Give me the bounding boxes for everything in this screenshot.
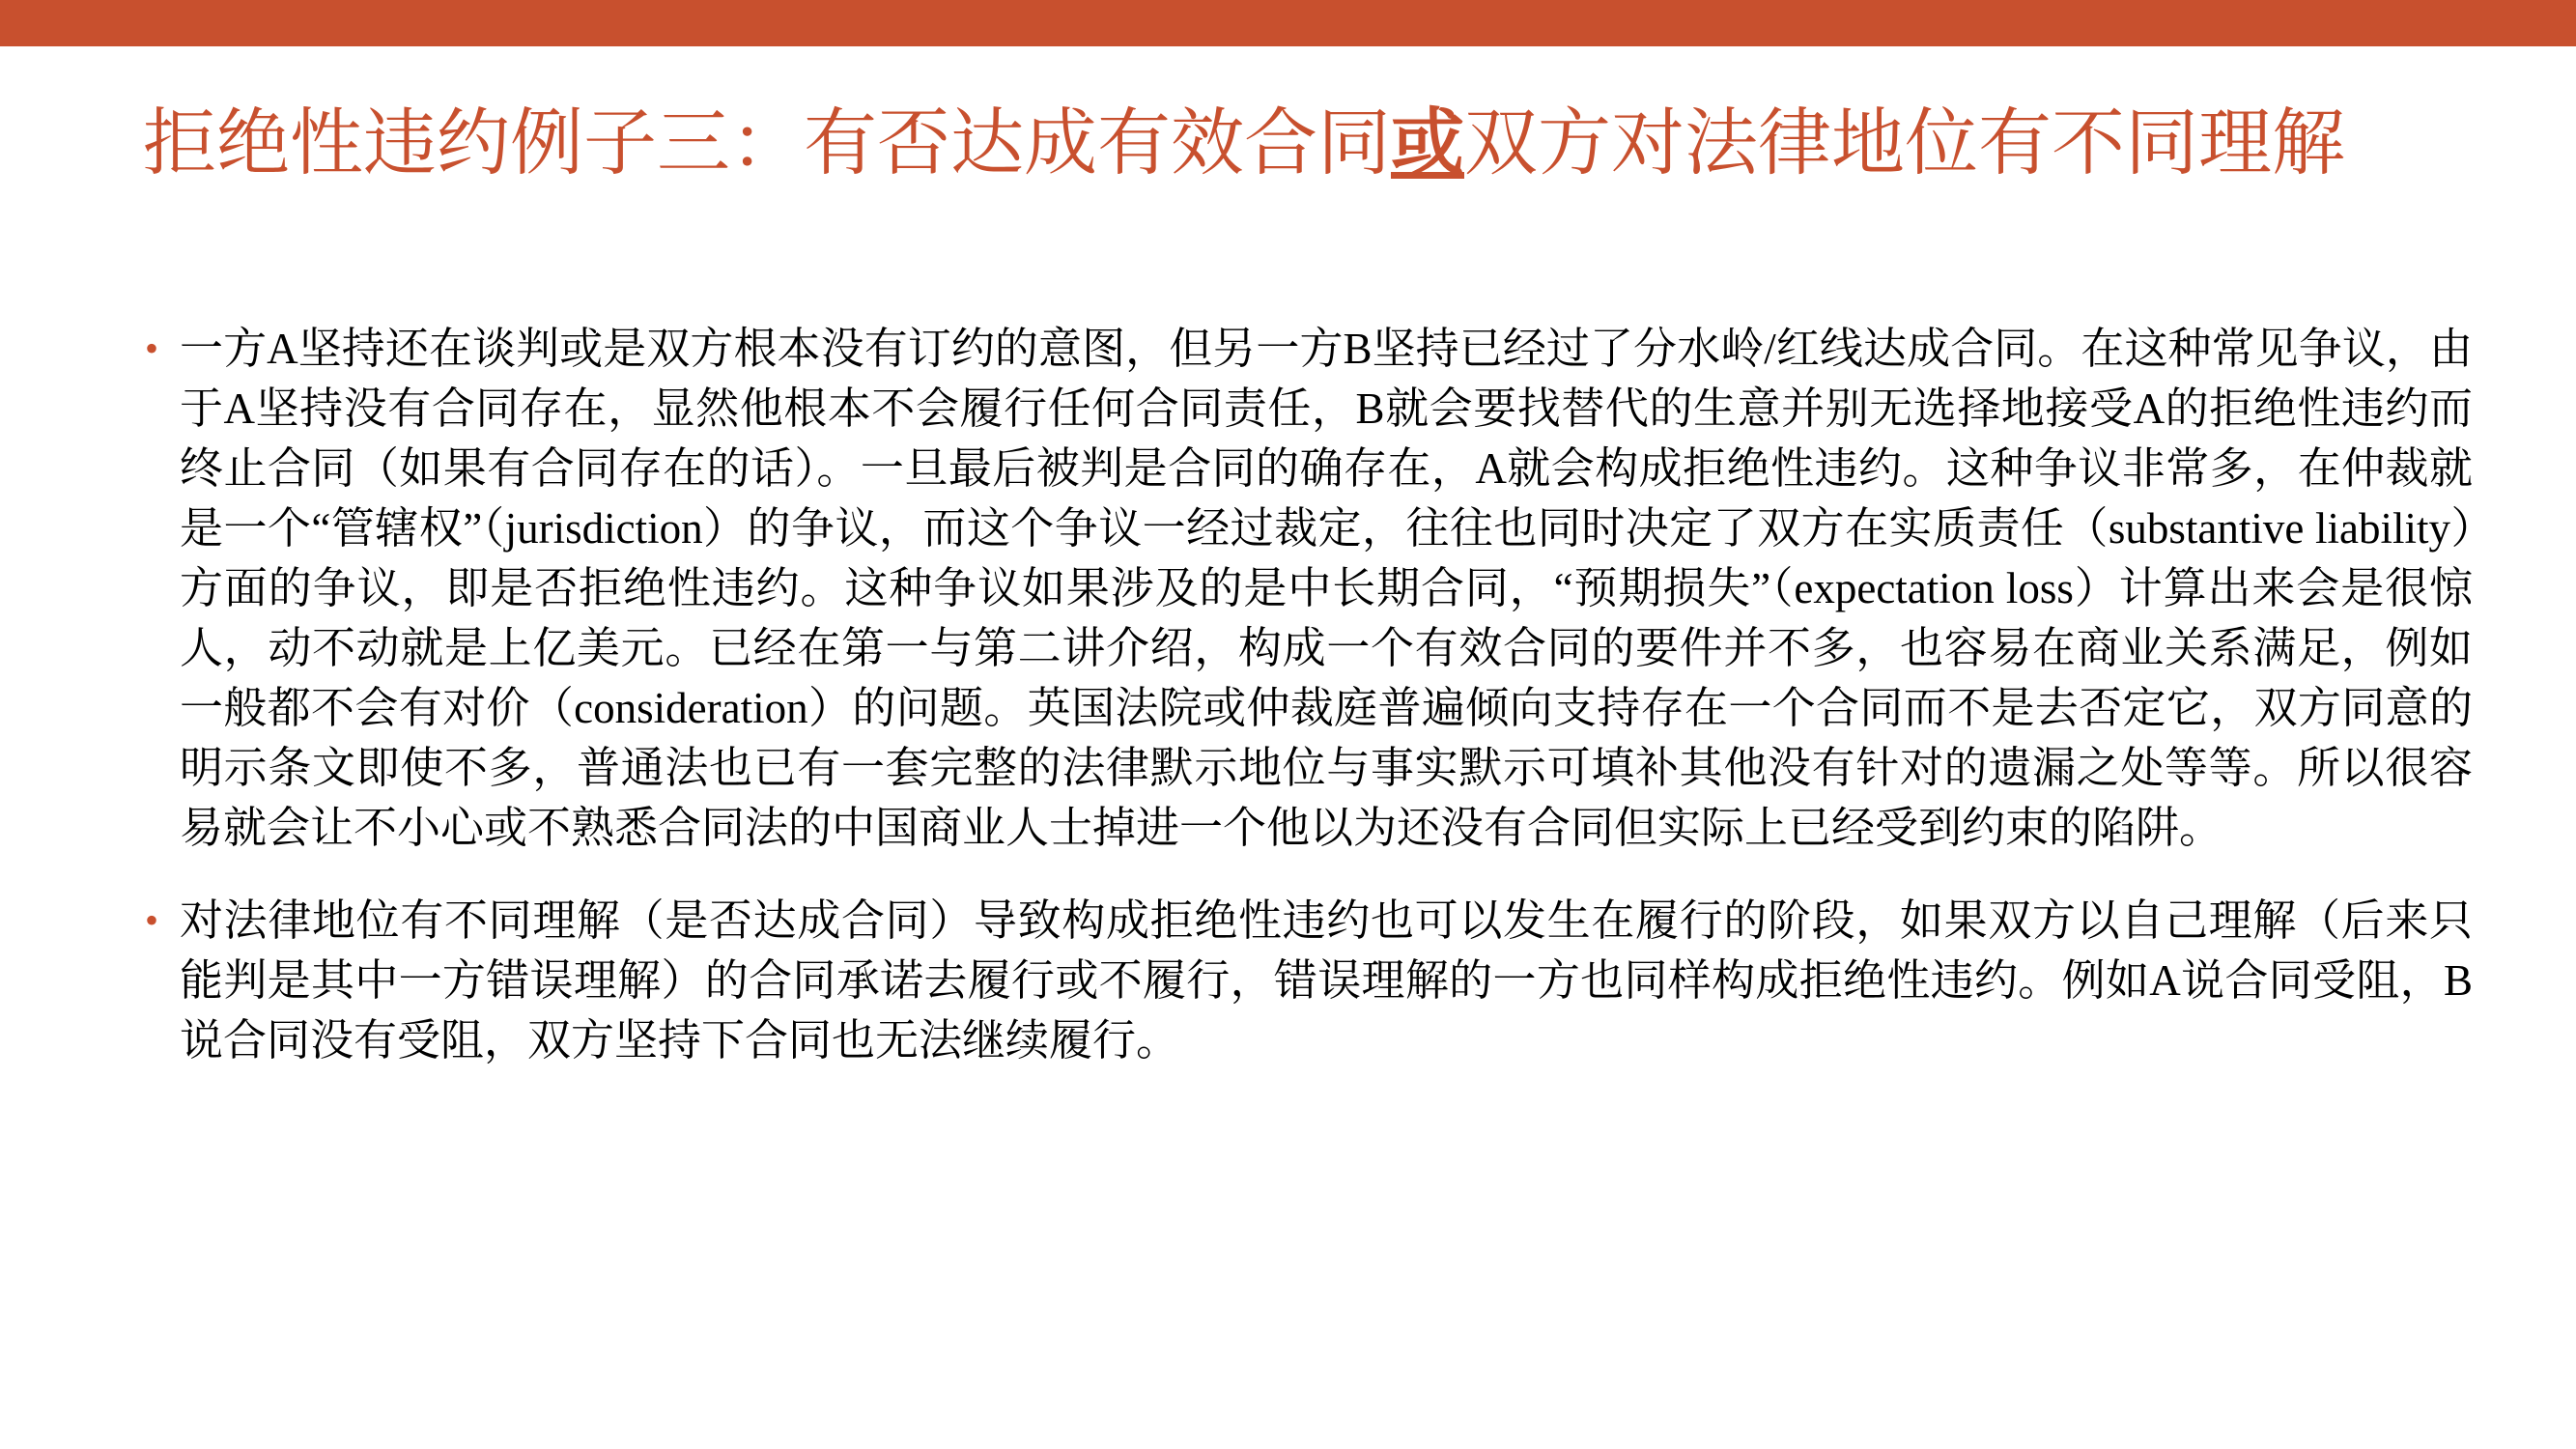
list-item-text: 一方A坚持还在谈判或是双方根本没有订约的意图，但另一方B坚持已经过了分水岭/红线达成合同。在这种常见争议，由于A坚持没有合同存在，显然他根本不会履行任何合同责任，B就会要找替代的生意并别无选择地接受A的拒绝性违约而终止合同（如果有合同存在的话）。一旦最后被判是合同的确存在，A就会构成拒绝性违约。这种争议非常多，在仲裁就是一个“管辖权”（jurisdiction）的争议，而这个争议一经过裁定，往往也同时决定了双方在实质责任（substantive liability）方面的争议，即是否拒绝性违约。这种争议如果涉及的是中长期合同，“预期损失”（expectation loss）计算出来会是很惊人，动不动就是上亿美元。已经在第一与第二讲介绍，构成一个有效合同的要件并不多，也容易在商业关系满足，例如一般都不会有对价（consideration）的问题。英国法院或仲裁庭普遍倾向支持存在一个合同而不是去否定它，双方同意的明示条文即使不多，普通法也已有一套完整的法律默示地位与事实默示可填补其他没有针对的遗漏之处等等。所以很容易就会让不小心或不熟悉合同法的中国商业人士掉进一个他以为还没有合同但实际上已经受到约束的陷阱。 bbox=[180, 325, 2473, 852]
slide-top-accent-bar bbox=[0, 0, 2576, 46]
page-title bbox=[143, 99, 2461, 189]
list-item bbox=[135, 891, 2473, 1070]
bullet-marker-icon: • bbox=[145, 898, 159, 942]
list-item-text: 对法律地位有不同理解（是否达成合同）导致构成拒绝性违约也可以发生在履行的阶段，如果双方以自己理解（后来只能判是其中一方错误理解）的合同承诺去履行或不履行，错误理解的一方也同样构成拒绝性违约。例如A说合同受阻，B说合同没有受阻，双方坚持下合同也无法继续履行。 bbox=[180, 896, 2473, 1065]
page-title-part-2: 双方对法律地位有不同理解 bbox=[1464, 102, 2345, 185]
slide-body bbox=[135, 319, 2473, 1103]
page-title-emphasis: 或 bbox=[1391, 102, 1464, 185]
page-title-part-1: 拒绝性违约例子三：有否达成有效合同 bbox=[143, 102, 1391, 185]
list-item bbox=[135, 319, 2473, 858]
bullet-marker-icon: • bbox=[145, 327, 159, 370]
